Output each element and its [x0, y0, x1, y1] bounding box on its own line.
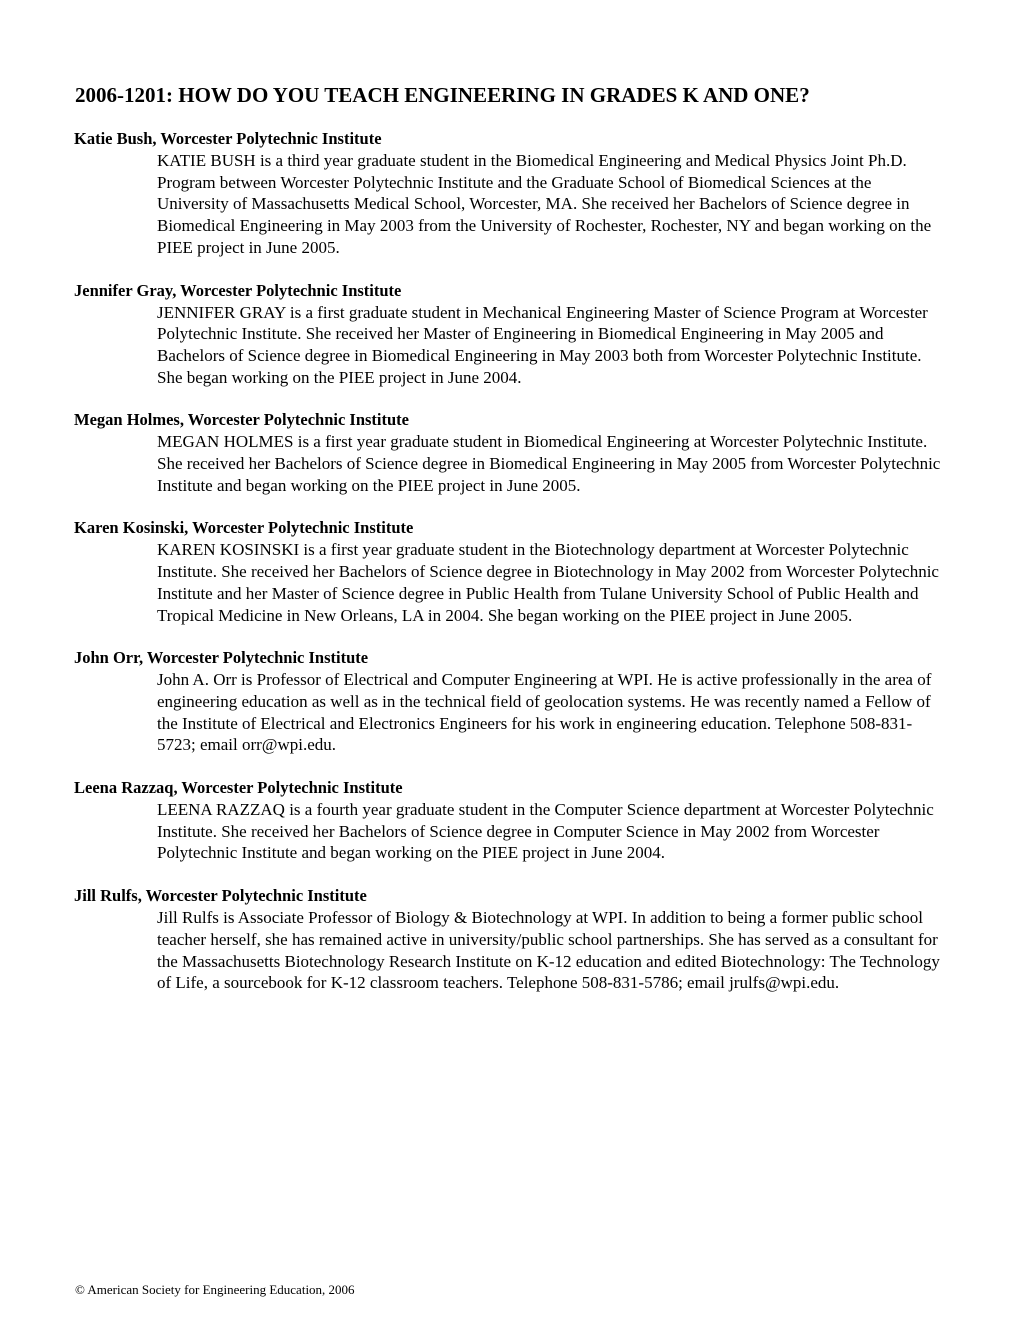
bio-text: KATIE BUSH is a third year graduate student in the Biomedical Engineering and Medical Physics Joint Ph.D. Program between Worcester Polytechnic Institute and the Graduate School of Biomedical Sciences at the University of Massachusetts Medical School, Worcester, MA. She received her Bachelors of Science degree in Biomedical Engineering in May 2003 from the University of Rochester, Rochester, NY and began working on the PIEE project in June 2005.	[157, 151, 932, 257]
author-bios	[74, 128, 954, 1015]
bio-entry-john-orr	[74, 647, 954, 756]
bio-entry-karen-kosinski	[74, 517, 954, 626]
bio-text: KAREN KOSINSKI is a first year graduate student in the Biotechnology department at Worcester Polytechnic Institute. She received her Bachelors of Science degree in Biotechnology in May 2002 from Worcester Polytechnic Institute and her Master of Science degree in Public Health from Tulane University School of Public Health and Tropical Medicine in New Orleans, LA in 2004. She began working on the PIEE project in June 2005.	[157, 540, 939, 625]
bio-name: Jennifer Gray, Worcester Polytechnic Institute	[74, 280, 402, 300]
bio-entry-leena-razzaq	[74, 777, 954, 864]
bio-entry-jennifer-gray	[74, 280, 954, 389]
copyright-footer: © American Society for Engineering Education, 2006	[75, 1282, 355, 1297]
page-title: 2006-1201: HOW DO YOU TEACH ENGINEERING IN GRADES K AND ONE?	[75, 83, 810, 107]
bio-text: John A. Orr is Professor of Electrical and Computer Engineering at WPI. He is active professionally in the area of engineering education as well as in the technical field of geolocation systems. He was recently named a Fellow of the Institute of Electrical and Electronics Engineers for his work in engineering education. Telephone 508-831-5723; email orr@wpi.edu.	[157, 670, 932, 755]
bio-text: MEGAN HOLMES is a first year graduate student in Biomedical Engineering at Worcester Polytechnic Institute. She received her Bachelors of Science degree in Biomedical Engineering in May 2005 from Worcester Polytechnic Institute and began working on the PIEE project in June 2005.	[157, 432, 941, 495]
bio-text: JENNIFER GRAY is a first graduate student in Mechanical Engineering Master of Science Program at Worcester Polytechnic Institute. She received her Master of Engineering in Biomedical Engineering in May 2005 and Bachelors of Science degree in Biomedical Engineering in May 2003 both from Worcester Polytechnic Institute. She began working on the PIEE project in June 2004.	[157, 302, 928, 387]
bio-name: Leena Razzaq, Worcester Polytechnic Institute	[74, 778, 403, 798]
bio-name: Karen Kosinski, Worcester Polytechnic Institute	[74, 518, 414, 538]
bio-entry-jill-rulfs	[74, 885, 954, 994]
bio-text: Jill Rulfs is Associate Professor of Biology & Biotechnology at WPI. In addition to being a former public school teacher herself, she has remained active in university/public school partnerships. She has served as a consultant for the Massachusetts Biotechnology Research Institute on K-12 education and edited Biotechnology: The Technology of Life, a sourcebook for K-12 classroom teachers. Telephone 508-831-5786; email jrulfs@wpi.edu.	[157, 908, 940, 993]
bio-name: John Orr, Worcester Polytechnic Institute	[74, 648, 369, 668]
bio-text: LEENA RAZZAQ is a fourth year graduate student in the Computer Science department at Worcester Polytechnic Institute. She received her Bachelors of Science degree in Computer Science in May 2002 from Worcester Polytechnic Institute and began working on the PIEE project in June 2004.	[157, 800, 934, 863]
bio-entry-katie-bush	[74, 128, 954, 259]
bio-name: Jill Rulfs, Worcester Polytechnic Institute	[74, 886, 367, 906]
bio-entry-megan-holmes	[74, 409, 954, 496]
bio-name: Katie Bush, Worcester Polytechnic Institute	[74, 129, 382, 148]
bio-name: Megan Holmes, Worcester Polytechnic Institute	[74, 410, 409, 430]
